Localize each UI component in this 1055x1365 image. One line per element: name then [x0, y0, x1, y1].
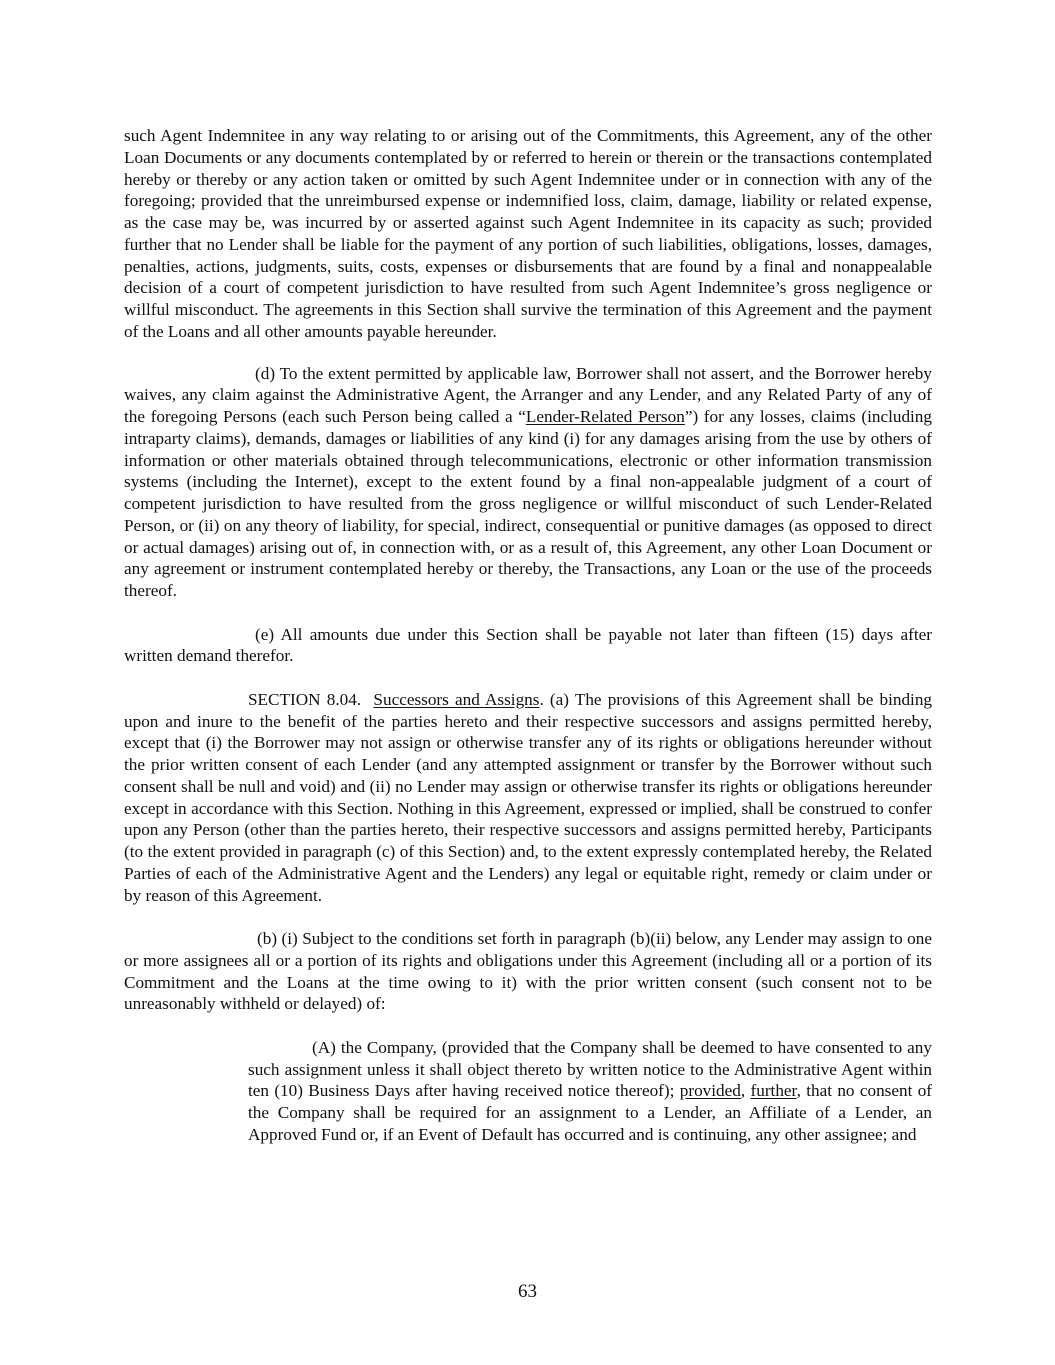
section-body: . (a) The provisions of this Agreement shall be binding upon and inure to the benefit of the parties hereto and their respective successors and assigns permitted hereby, except that (i) the Borrower may not assign or otherwise transfer any of its rights or obligations hereunder without the prior written consent of each Lender (and any attempted assignment or transfer by the Borrower without such consent shall be null and void) and (ii) no Lender may assign or otherwise transfer its rights or obligations hereunder except in accordance with this Section. Nothing in this Agreement, expressed or implied, shall be construed to confer upon any Person (other than the parties hereto, their respective successors and assigns permitted hereby, Participants (to the extent provided in paragraph (c) of this Section) and, to the extent expressly contemplated hereby, the Related Parties of each of the Administrative Agent and the Lenders) any legal or equitable right, remedy or claim under or by reason of this Agreement. [124, 689, 933, 905]
section-title: Successors and Assigns [373, 689, 540, 709]
paragraph-d-text-after: ”) for any losses, claims (including intraparty claims), demands, damages or liabilities of any kind (i) for any damages arising from the use by others of information or other materials obtained through telecommunications, electronic or other information transmission systems (including the Internet), except to the extent found by a final non-appealable judgment of a court of competent jurisdiction to have resulted from the gross negligence or willful misconduct of such Lender-Related Person, or (ii) on any theory of liability, for special, indirect, consequential or punitive damages (as opposed to direct or actual damages) arising out of, in connection with, or as a result of, this Agreement, any other Loan Document or any agreement or instrument contemplated hereby or thereby, the Transactions, any Loan or the use of the proceeds thereof. [124, 407, 932, 600]
paragraph-A-text-after: , that no consent of the Company shall be required for an assignment to a Lender, an Affiliate of a Lender, an Approved Fund or, if an Event of Default has occurred and is continuing, any other assignee; and [248, 1081, 933, 1144]
paragraph-d-text-before: (d) To the extent permitted by applicable law, Borrower shall not assert, and the Borrower hereby waives, any claim against the Administrative Agent, the Arranger and any Lender, and any Related Party of any of the foregoing Persons (each such Person being called a “ [124, 363, 932, 426]
paragraph-b [124, 928, 932, 1015]
defined-term-lender-related-person: Lender-Related Person [525, 407, 685, 426]
paragraph-A [248, 1037, 932, 1146]
paragraph-e [124, 624, 932, 668]
paragraph-A-text-before: (A) the Company, (provided that the Company shall be deemed to have consented to any such assignment unless it shall object thereto by written notice to the Administrative Agent within ten (10) Business Days after having received notice thereof); [248, 1037, 932, 1101]
paragraph-b-text: (b) (i) Subject to the conditions set forth in paragraph (b)(ii) below, any Lender may assign to one or more assignees all or a portion of its rights and obligations under this Agreement (including all or a portion of its Commitment and the Loans at the time owing to it) with the prior written consent (such consent not to be unreasonably withheld or delayed) of: [124, 929, 932, 1014]
term-further: further [750, 1081, 797, 1101]
document-page [124, 125, 932, 1167]
paragraph-c-continuation [124, 125, 932, 343]
paragraph-e-text: (e) All amounts due under this Section shall be payable not later than fifteen (15) days after written demand therefor. [124, 624, 932, 666]
paragraph-A-comma: , [740, 1081, 751, 1101]
paragraph-c-text: such Agent Indemnitee in any way relating to or arising out of the Commitments, this Agreement, any of the other Loan Documents or any documents contemplated by or referred to herein or therein or the transactions contemplated hereby or thereby or any action taken or omitted by such Agent Indemnitee under or in connection with any of the foregoing; provided that the unreimbursed expense or indemnified loss, claim, damage, liability or related expense, as the case may be, was incurred by or asserted against such Agent Indemnitee in its capacity as such; provided further that no Lender shall be liable for the payment of any portion of such liabilities, obligations, losses, damages, penalties, actions, judgments, suits, costs, expenses or disbursements that are found by a final and nonappealable decision of a court of competent jurisdiction to have resulted from such Agent Indemnitee’s gross negligence or willful misconduct. The agreements in this Section shall survive the termination of this Agreement and the payment of the Loans and all other amounts payable hereunder. [124, 126, 932, 341]
section-8-04 [124, 689, 932, 907]
paragraph-d [124, 363, 932, 602]
term-provided: provided [679, 1081, 741, 1101]
section-number: SECTION 8.04. [248, 689, 362, 709]
page-number: 63 [518, 1281, 537, 1302]
